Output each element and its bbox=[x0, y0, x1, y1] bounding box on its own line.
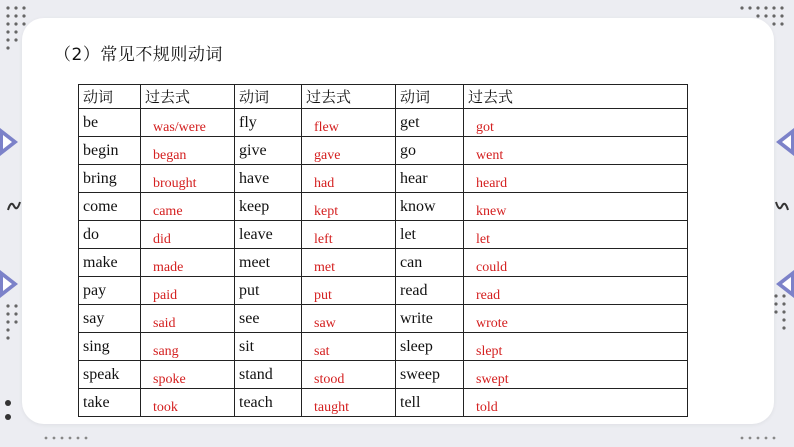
past-tense-cell: paid bbox=[141, 277, 235, 305]
verb-cell: say bbox=[79, 305, 141, 333]
verb-cell: meet bbox=[235, 249, 302, 277]
past-tense-cell: did bbox=[141, 221, 235, 249]
verb-cell: sit bbox=[235, 333, 302, 361]
prev-arrow-icon[interactable] bbox=[0, 128, 24, 158]
table-row bbox=[79, 249, 688, 277]
verb-cell: leave bbox=[235, 221, 302, 249]
past-tense-cell: left bbox=[302, 221, 396, 249]
verb-cell: write bbox=[396, 305, 464, 333]
verb-cell: sing bbox=[79, 333, 141, 361]
verb-cell: have bbox=[235, 165, 302, 193]
past-tense-cell: put bbox=[302, 277, 396, 305]
bottom-left-dots bbox=[0, 395, 20, 435]
verb-cell: stand bbox=[235, 361, 302, 389]
verb-cell: see bbox=[235, 305, 302, 333]
past-tense-cell: said bbox=[141, 305, 235, 333]
past-tense-cell: could bbox=[464, 249, 688, 277]
table-row bbox=[79, 305, 688, 333]
past-tense-cell: had bbox=[302, 165, 396, 193]
past-tense-cell: slept bbox=[464, 333, 688, 361]
table-header-row bbox=[79, 85, 688, 109]
table-row bbox=[79, 109, 688, 137]
verb-cell: put bbox=[235, 277, 302, 305]
irregular-verbs-table bbox=[78, 84, 688, 417]
header-cell: 过去式 bbox=[141, 85, 235, 109]
past-tense-cell: began bbox=[141, 137, 235, 165]
past-tense-cell: sang bbox=[141, 333, 235, 361]
past-tense-cell: was/were bbox=[141, 109, 235, 137]
past-tense-cell: spoke bbox=[141, 361, 235, 389]
next-arrow-icon[interactable] bbox=[772, 128, 794, 158]
past-tense-cell: saw bbox=[302, 305, 396, 333]
past-tense-cell: met bbox=[302, 249, 396, 277]
verb-cell: speak bbox=[79, 361, 141, 389]
verb-cell: keep bbox=[235, 193, 302, 221]
past-tense-cell: sat bbox=[302, 333, 396, 361]
verb-cell: come bbox=[79, 193, 141, 221]
header-cell: 过去式 bbox=[464, 85, 688, 109]
past-tense-cell: gave bbox=[302, 137, 396, 165]
past-tense-cell: knew bbox=[464, 193, 688, 221]
verb-cell: tell bbox=[396, 389, 464, 417]
table-row bbox=[79, 165, 688, 193]
past-tense-cell: took bbox=[141, 389, 235, 417]
verb-cell: read bbox=[396, 277, 464, 305]
verb-cell: teach bbox=[235, 389, 302, 417]
verb-cell: sweep bbox=[396, 361, 464, 389]
past-tense-cell: taught bbox=[302, 389, 396, 417]
past-tense-cell: swept bbox=[464, 361, 688, 389]
table-row bbox=[79, 193, 688, 221]
table-row bbox=[79, 389, 688, 417]
table-row bbox=[79, 137, 688, 165]
verb-cell: get bbox=[396, 109, 464, 137]
header-cell: 动词 bbox=[396, 85, 464, 109]
past-tense-cell: came bbox=[141, 193, 235, 221]
squiggle-icon-right bbox=[774, 196, 790, 216]
verb-cell: be bbox=[79, 109, 141, 137]
past-tense-cell: read bbox=[464, 277, 688, 305]
past-tense-cell: stood bbox=[302, 361, 396, 389]
verb-cell: do bbox=[79, 221, 141, 249]
past-tense-cell: made bbox=[141, 249, 235, 277]
verb-cell: make bbox=[79, 249, 141, 277]
next-arrow-icon-2[interactable] bbox=[772, 270, 794, 300]
section-title: （2）常见不规则动词 bbox=[54, 45, 223, 65]
table-row bbox=[79, 221, 688, 249]
past-tense-cell: flew bbox=[302, 109, 396, 137]
verb-cell: let bbox=[396, 221, 464, 249]
dot-grid-bottom-strip bbox=[40, 430, 780, 446]
squiggle-icon bbox=[6, 196, 22, 216]
past-tense-cell: brought bbox=[141, 165, 235, 193]
past-tense-cell: heard bbox=[464, 165, 688, 193]
verb-cell: know bbox=[396, 193, 464, 221]
table-row bbox=[79, 277, 688, 305]
header-cell: 过去式 bbox=[302, 85, 396, 109]
verb-cell: begin bbox=[79, 137, 141, 165]
verb-cell: hear bbox=[396, 165, 464, 193]
table-row bbox=[79, 361, 688, 389]
header-cell: 动词 bbox=[235, 85, 302, 109]
verb-cell: sleep bbox=[396, 333, 464, 361]
verb-cell: go bbox=[396, 137, 464, 165]
past-tense-cell: told bbox=[464, 389, 688, 417]
prev-arrow-icon-2[interactable] bbox=[0, 270, 24, 300]
past-tense-cell: let bbox=[464, 221, 688, 249]
header-cell: 动词 bbox=[79, 85, 141, 109]
past-tense-cell: went bbox=[464, 137, 688, 165]
verb-cell: bring bbox=[79, 165, 141, 193]
verb-cell: take bbox=[79, 389, 141, 417]
verb-cell: give bbox=[235, 137, 302, 165]
past-tense-cell: wrote bbox=[464, 305, 688, 333]
past-tense-cell: got bbox=[464, 109, 688, 137]
past-tense-cell: kept bbox=[302, 193, 396, 221]
verb-cell: can bbox=[396, 249, 464, 277]
verb-cell: fly bbox=[235, 109, 302, 137]
table-row bbox=[79, 333, 688, 361]
verb-cell: pay bbox=[79, 277, 141, 305]
